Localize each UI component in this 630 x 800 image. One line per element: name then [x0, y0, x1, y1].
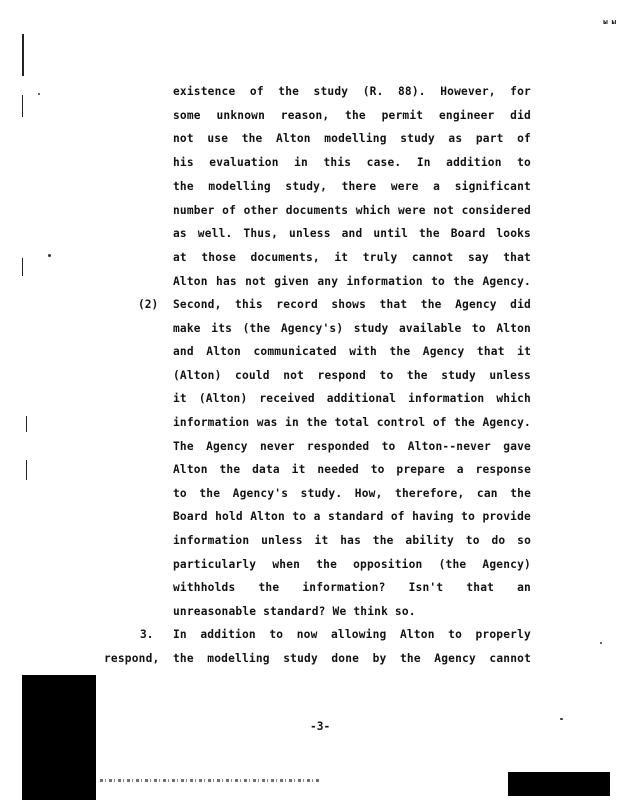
text-line: to the Agency's study. How, therefore, can the — [173, 486, 531, 500]
text-line: and Alton communicated with the Agency that it — [173, 345, 531, 359]
text-line: number of other documents which were not considered — [173, 203, 531, 217]
item-3-marker: 3. — [140, 628, 154, 641]
text-line: Board hold Alton to a standard of having to provide — [173, 510, 531, 524]
text-line: Alton the data it needed to prepare a response — [173, 463, 531, 477]
margin-scan-line — [26, 460, 27, 480]
margin-scan-line — [22, 258, 23, 276]
margin-scan-line — [22, 95, 23, 117]
text-line: Alton has not given any information to the Agency. — [173, 274, 531, 288]
text-line: some unknown reason, the permit engineer did — [173, 108, 531, 122]
margin-scan-line — [22, 34, 24, 76]
text-line: the modelling study, there were a significant — [173, 179, 531, 193]
page-number: -3- — [310, 720, 331, 733]
text-line: information unless it has the ability to do so — [173, 534, 531, 547]
text-line: The Agency never responded to Alton--never gave — [173, 439, 531, 453]
text-line: his evaluation in this case. In addition to — [173, 156, 531, 170]
text-line: (Alton) could not respond to the study unless — [173, 368, 531, 382]
text-line: withholds the information? Isn't that an — [173, 581, 531, 595]
corner-mark: ы ы — [603, 18, 616, 26]
text-line: particularly when the opposition (the Agency) — [173, 557, 531, 571]
margin-scan-line — [26, 416, 27, 432]
item-3-line-1: In addition to now allowing Alton to properly — [173, 628, 531, 641]
text-line: unreasonable standard? We think so. — [173, 604, 416, 618]
text-line: existence of the study (R. 88). However, for — [173, 85, 531, 98]
scan-speck — [38, 93, 40, 95]
text-line: information was in the total control of the Agency. — [173, 416, 531, 429]
text-line: as well. Thus, unless and until the Board looks — [173, 227, 531, 241]
item-3-line-2: respond, the modelling study done by the Agency cannot — [104, 652, 531, 665]
text-line: make its (the Agency's) study available to Alton — [173, 321, 531, 335]
scan-speck — [560, 718, 563, 720]
redaction-block-right — [508, 772, 610, 796]
scan-speck — [600, 642, 602, 644]
scan-speck — [48, 254, 51, 257]
text-line: Second, this record shows that the Agency did — [173, 298, 531, 311]
scan-noise-strip — [100, 779, 320, 782]
text-line: not use the Alton modelling study as part of — [173, 132, 531, 146]
item-2-marker: (2) — [138, 298, 159, 311]
text-line: at those documents, it truly cannot say that — [173, 250, 531, 264]
redaction-block-left — [22, 675, 96, 800]
text-line: it (Alton) received additional information which — [173, 392, 531, 406]
